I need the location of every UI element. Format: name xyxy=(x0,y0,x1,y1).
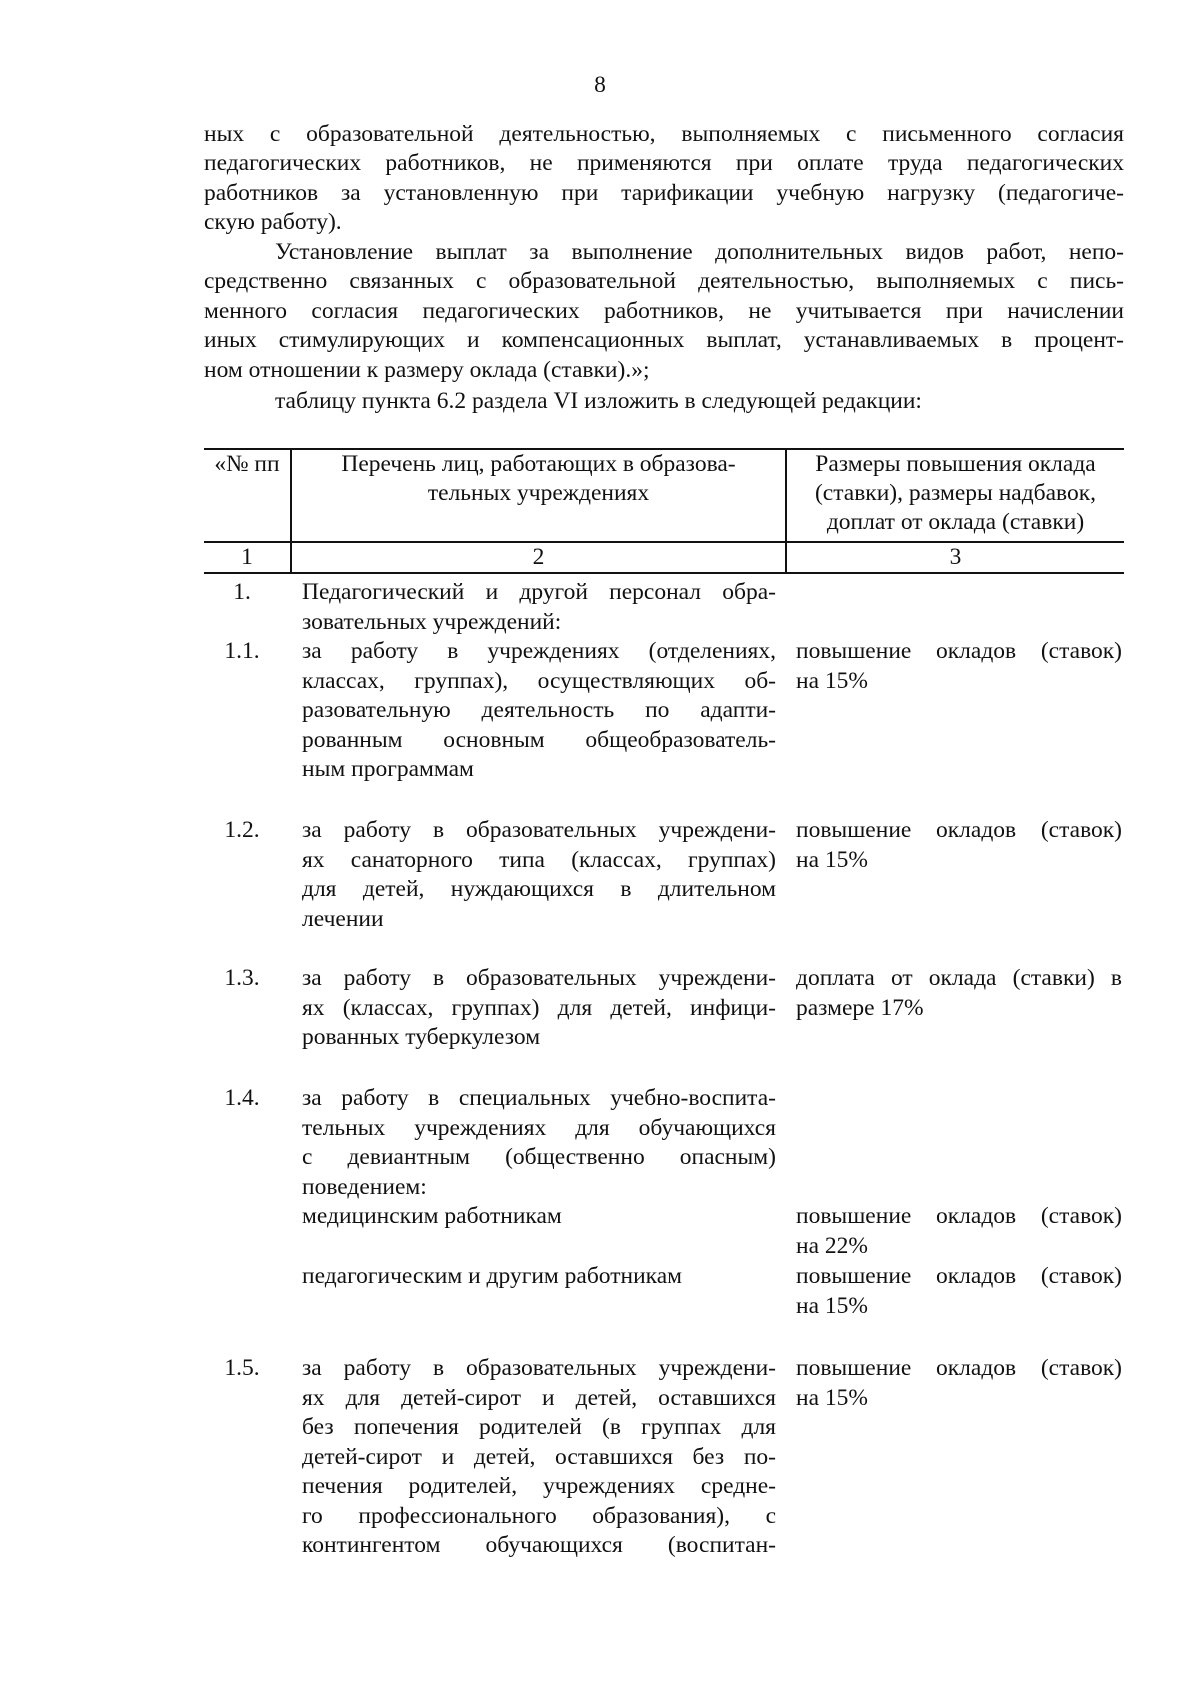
text-line: без попечения родителей (в группах для xyxy=(302,1414,776,1440)
row-number: 1.3. xyxy=(224,965,260,991)
row-number: 1. xyxy=(233,579,251,605)
table-numbers-rule xyxy=(204,572,1124,574)
row-description xyxy=(302,1262,776,1292)
row-description xyxy=(302,964,776,1053)
column-number: 3 xyxy=(949,544,962,570)
row-number: 1.4. xyxy=(224,1085,260,1111)
row-description xyxy=(302,1202,776,1232)
text-line: контингентом обучающихся (воспитан- xyxy=(302,1532,776,1558)
row-number: 1.5. xyxy=(224,1355,260,1381)
header-number xyxy=(204,450,290,479)
text-line: ных с образовательной деятельностью, выполняемых с письменного согласия xyxy=(204,121,1124,147)
text-line: с девиантным (общественно опасным) xyxy=(302,1144,776,1170)
text-line: за работу в учреждениях (отделениях, xyxy=(302,638,776,664)
row-value xyxy=(796,1202,1122,1261)
text-line: рованным основным общеобразователь- xyxy=(302,726,776,753)
text-line: детей-сирот и детей, оставшихся без по- xyxy=(302,1443,776,1470)
row-value xyxy=(796,964,1122,1023)
text-line: ях санаторного типа (классах, группах) xyxy=(302,846,776,873)
page-number: 8 xyxy=(594,72,606,98)
text-line: Педагогический и другой персонал обра- xyxy=(302,579,776,605)
text-line: на 22% xyxy=(796,1232,868,1259)
text-line: Установление выплат за выполнение дополнительных видов работ, непо- xyxy=(275,239,1124,265)
header-line: Размеры повышения оклада xyxy=(815,451,1096,477)
text-line: ном отношении к размеру оклада (ставки).»; xyxy=(204,356,650,383)
row-value xyxy=(796,637,1122,696)
row-value xyxy=(796,1262,1122,1321)
row-description xyxy=(302,578,776,637)
text-line: повышение окладов (ставок) xyxy=(796,1355,1122,1381)
text-line: скую работу). xyxy=(204,209,342,236)
column-number: 1 xyxy=(241,544,253,570)
header-line: (ставки), размеры надбавок, xyxy=(814,480,1097,506)
text-line: рованных туберкулезом xyxy=(302,1024,541,1050)
text-line: за работу в образовательных учреждени- xyxy=(302,817,776,843)
text-line: повышение окладов (ставок) xyxy=(796,817,1122,843)
text-line: го профессионального образования), с xyxy=(302,1502,776,1529)
header-persons xyxy=(292,450,785,508)
text-line: классах, группах), осуществляющих об- xyxy=(302,667,776,694)
text-line: ях (классах, группах) для детей, инфици- xyxy=(302,994,776,1021)
text-line: доплата от оклада (ставки) в xyxy=(796,965,1122,991)
row-number: 1.2. xyxy=(224,817,260,843)
text-line: тельных учреждениях для обучающихся xyxy=(302,1114,776,1141)
paragraph-continuation xyxy=(204,120,1124,238)
text-line: повышение окладов (ставок) xyxy=(796,1263,1122,1289)
paragraph-payments xyxy=(204,238,1124,385)
text-line: на 15% xyxy=(796,1384,868,1411)
text-line: за работу в образовательных учреждени- xyxy=(302,965,776,991)
text-line: педагогическим и другим работникам xyxy=(302,1263,683,1289)
row-description xyxy=(302,816,776,934)
row-value xyxy=(796,816,1122,875)
header-line: тельных учреждениях xyxy=(427,480,650,506)
text-line: медицинским работникам xyxy=(302,1203,562,1229)
row-description xyxy=(302,1354,776,1561)
text-line: менного согласия педагогических работников, не учитывается при начислении xyxy=(204,297,1124,324)
text-line: на 15% xyxy=(796,1292,868,1319)
header-rates xyxy=(787,450,1124,537)
text-line: размере 17% xyxy=(796,994,924,1021)
header-line: доплат от оклада (ставки) xyxy=(826,509,1085,535)
text-line: разовательную деятельность по адапти- xyxy=(302,697,776,723)
row-description xyxy=(302,1084,776,1202)
text-line: работников за установленную при тарификации учебную нагрузку (педагогиче- xyxy=(204,179,1124,206)
text-line: повышение окладов (ставок) xyxy=(796,1203,1122,1229)
text-line: средственно связанных с образовательной деятельностью, выполняемых с пись- xyxy=(204,268,1124,295)
column-number: 2 xyxy=(532,544,545,570)
row-description xyxy=(302,637,776,785)
text-line: ях для детей-сирот и детей, оставшихся xyxy=(302,1384,776,1411)
table-intro: таблицу пункта 6.2 раздела VI изложить в следующей редакции: xyxy=(275,388,922,414)
row-value xyxy=(796,1354,1122,1413)
text-line: зовательных учреждений: xyxy=(302,608,562,635)
header-line: Перечень лиц, работающих в образова- xyxy=(341,451,736,477)
text-line: на 15% xyxy=(796,667,868,694)
text-line: печения родителей, учреждениях средне- xyxy=(302,1473,776,1499)
text-line: поведением: xyxy=(302,1173,427,1200)
row-number: 1.1. xyxy=(224,638,260,664)
text-line: за работу в образовательных учреждени- xyxy=(302,1355,776,1381)
text-line: ным программам xyxy=(302,756,474,782)
text-line: педагогических работников, не применяются при оплате труда педагогических xyxy=(204,150,1124,177)
text-line: для детей, нуждающихся в длительном xyxy=(302,876,776,902)
text-line: иных стимулирующих и компенсационных выплат, устанавливаемых в процент- xyxy=(204,327,1124,354)
text-line: за работу в специальных учебно-воспита- xyxy=(302,1085,776,1111)
header-line: «№ пп xyxy=(214,451,280,477)
text-line: лечении xyxy=(302,905,384,932)
text-line: повышение окладов (ставок) xyxy=(796,638,1122,664)
text-line: на 15% xyxy=(796,846,868,873)
